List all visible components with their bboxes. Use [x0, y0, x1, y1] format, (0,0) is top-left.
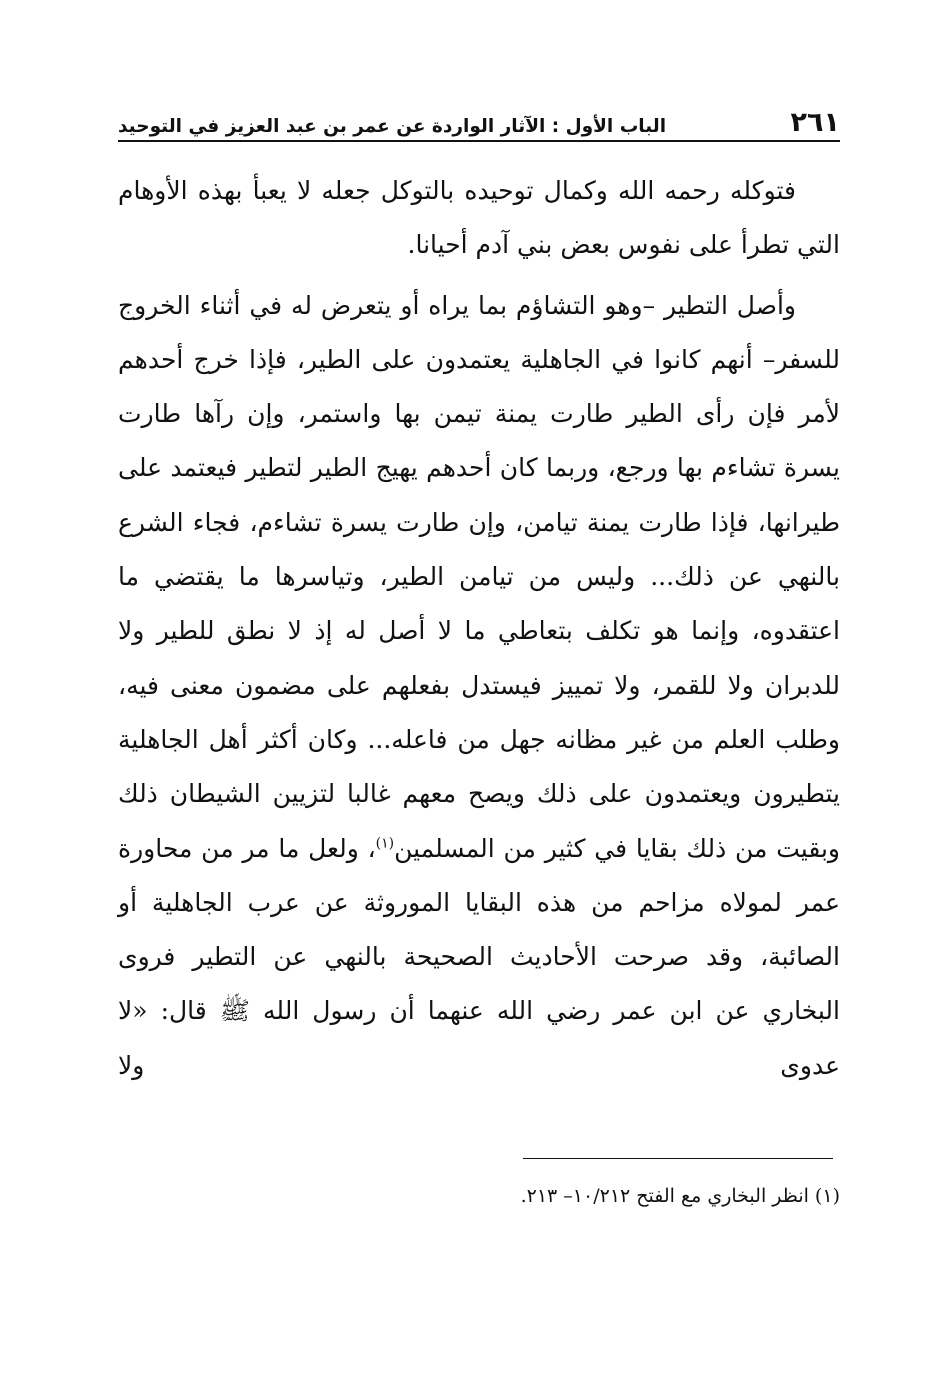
- page-header: [118, 96, 840, 136]
- running-title: الباب الأول : الآثار الواردة عن عمر بن عبد العزيز في التوحيد: [118, 115, 667, 137]
- paragraph-1: فتوكله رحمه الله وكمال توحيده بالتوكل جعله لا يعبأ بهذه الأوهام التي تطرأ على نفوس بعض بني آدم أحيانا.: [118, 176, 840, 260]
- main-text: [118, 164, 840, 1093]
- paragraph-2-text: وأصل التطير –وهو التشاؤم بما يراه أو يتعرض له في أثناء الخروج للسفر– أنهم كانوا في الجاهلية يعتمدون على الطير، فإذا خرج أحدهم لأمر فإن رأى الطير طارت يمنة تيمن بها واستمر، وإن رآها طارت يسرة تشاءم بها ورجع، وربما كان أحدهم يهيج الطير لتطير فيعتمد على طيرانها، فإذا طارت يمنة تيامن، وإن طارت يسرة تشاءم، فجاء الشرع بالنهي عن ذلك... وليس من تيامن الطير، وتياسرها ما يقتضي ما اعتقدوه، وإنما هو تكلف بتعاطي ما لا أصل له إذ لا نطق للطير ولا للدبران ولا للقمر، ولا تمييز فيستدل بفعلهم على مضمون معنى فيه، وطلب العلم من غير مظانه جهل من فاعله... وكان أكثر أهل الجاهلية يتطيرون ويعتمدون على ذلك ويصح معهم غالبا لتزيين الشيطان ذلك وبقيت من ذلك بقايا في كثير من المسلمين: [118, 290, 840, 863]
- paragraph-2-continuation: ، ولعل ما مر من محاورة عمر لمولاه مزاحم من هذه البقايا الموروثة عن عرب الجاهلية أو الصائبة، وقد صرحت الأحاديث الصحيحة بالنهي عن التطير فروى البخاري عن ابن عمر رضي الله عنهما أن رسول الله ﷺ قال: «لا عدوى ولا: [118, 833, 841, 1080]
- footnote-reference[interactable]: (١): [375, 835, 395, 852]
- header-divider: [118, 140, 840, 142]
- paragraph-2: [118, 279, 840, 1093]
- footnote-divider: [523, 1158, 833, 1159]
- footnote: (١) انظر البخاري مع الفتح ١٠/٢١٢– ٢١٣.: [520, 1185, 840, 1207]
- page-number: ٢٦١: [790, 107, 840, 138]
